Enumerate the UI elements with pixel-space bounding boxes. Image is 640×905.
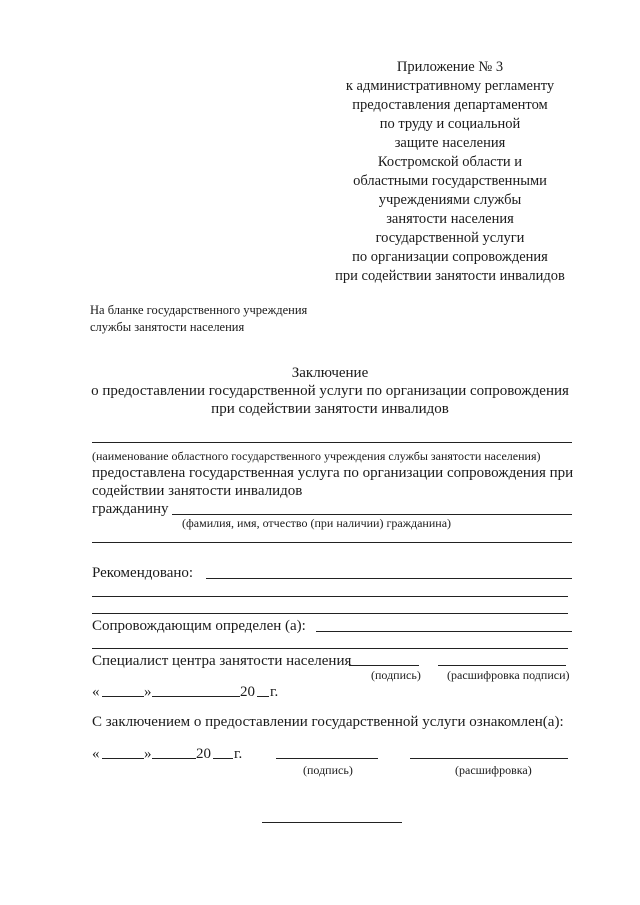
appendix-line: учреждениями службы — [378, 192, 522, 208]
document-title: Заключение — [291, 365, 369, 381]
blank-note — [90, 302, 307, 336]
specialist-decode-line — [438, 665, 566, 666]
acquainted-signature-line — [276, 758, 378, 759]
blank-note-line1: На бланке государственного учреждения — [90, 303, 308, 317]
date-year-suffix: г. — [270, 684, 279, 700]
appendix-header — [300, 58, 600, 286]
blank-note-line2: службы занятости населения — [90, 320, 245, 334]
appendix-line: по организации сопровождения — [352, 249, 548, 265]
service-text-line2: содействии занятости инвалидов — [92, 483, 303, 499]
specialist-signature-line — [349, 665, 419, 666]
appendix-line: к административному регламенту — [345, 78, 555, 94]
org-name-line — [92, 442, 572, 443]
appendix-line: областными государственными — [353, 173, 547, 189]
specialist-label: Специалист центра занятости населения — [92, 653, 352, 669]
date2-year-line — [213, 758, 233, 759]
escort-label: Сопровождающим определен (а): — [92, 618, 306, 634]
date-month-line — [152, 696, 240, 697]
appendix-line: Костромской области и — [377, 154, 523, 170]
escort-line — [316, 631, 572, 632]
date2-year-prefix: 20 — [196, 746, 211, 762]
date2-close-quote: » — [144, 746, 152, 762]
acquainted-label: С заключением о предоставлении государственной услуги ознакомлен(а): — [92, 714, 564, 730]
citizen-caption: (фамилия, имя, отчество (при наличии) гражданина) — [182, 516, 452, 530]
recommended-line — [92, 613, 568, 614]
escort-extra-line — [92, 648, 568, 649]
recommended-line — [206, 578, 572, 579]
appendix-title: Приложение № 3 — [396, 59, 504, 75]
date-open-quote: « — [92, 684, 100, 700]
citizen-name-line — [172, 514, 572, 515]
org-name-caption: (наименование областного государственного учреждения службы занятости населения) — [92, 449, 541, 463]
date-year-line — [257, 696, 269, 697]
citizen-extra-line — [92, 542, 572, 543]
date-year-prefix: 20 — [240, 684, 255, 700]
signature-caption: (подпись) — [371, 668, 421, 682]
appendix-line: защите населения — [394, 135, 506, 151]
decode2-caption: (расшифровка) — [455, 763, 532, 777]
date-close-quote: » — [144, 684, 152, 700]
recommended-label: Рекомендовано: — [92, 565, 194, 581]
signature2-caption: (подпись) — [303, 763, 353, 777]
appendix-line: занятости населения — [386, 211, 514, 227]
appendix-line: по труду и социальной — [379, 116, 521, 132]
footer-separator-line — [262, 822, 402, 823]
date2-year-suffix: г. — [234, 746, 243, 762]
date2-day-line — [102, 758, 144, 759]
date2-month-line — [152, 758, 196, 759]
date-day-line — [102, 696, 144, 697]
citizen-label: гражданину — [92, 501, 169, 517]
document-subtitle: при содействии занятости инвалидов — [211, 401, 449, 417]
service-text-line1: предоставлена государственная услуга по организации сопровождения при — [92, 465, 574, 481]
document-subtitle: о предоставлении государственной услуги по организации сопровождения — [91, 383, 569, 399]
acquainted-decode-line — [410, 758, 568, 759]
appendix-line: государственной услуги — [375, 230, 525, 246]
appendix-line: при содействии занятости инвалидов — [335, 268, 565, 284]
appendix-line: предоставления департаментом — [352, 97, 548, 113]
signature-decode-caption: (расшифровка подписи) — [447, 668, 570, 682]
date2-open-quote: « — [92, 746, 100, 762]
recommended-line — [92, 596, 568, 597]
